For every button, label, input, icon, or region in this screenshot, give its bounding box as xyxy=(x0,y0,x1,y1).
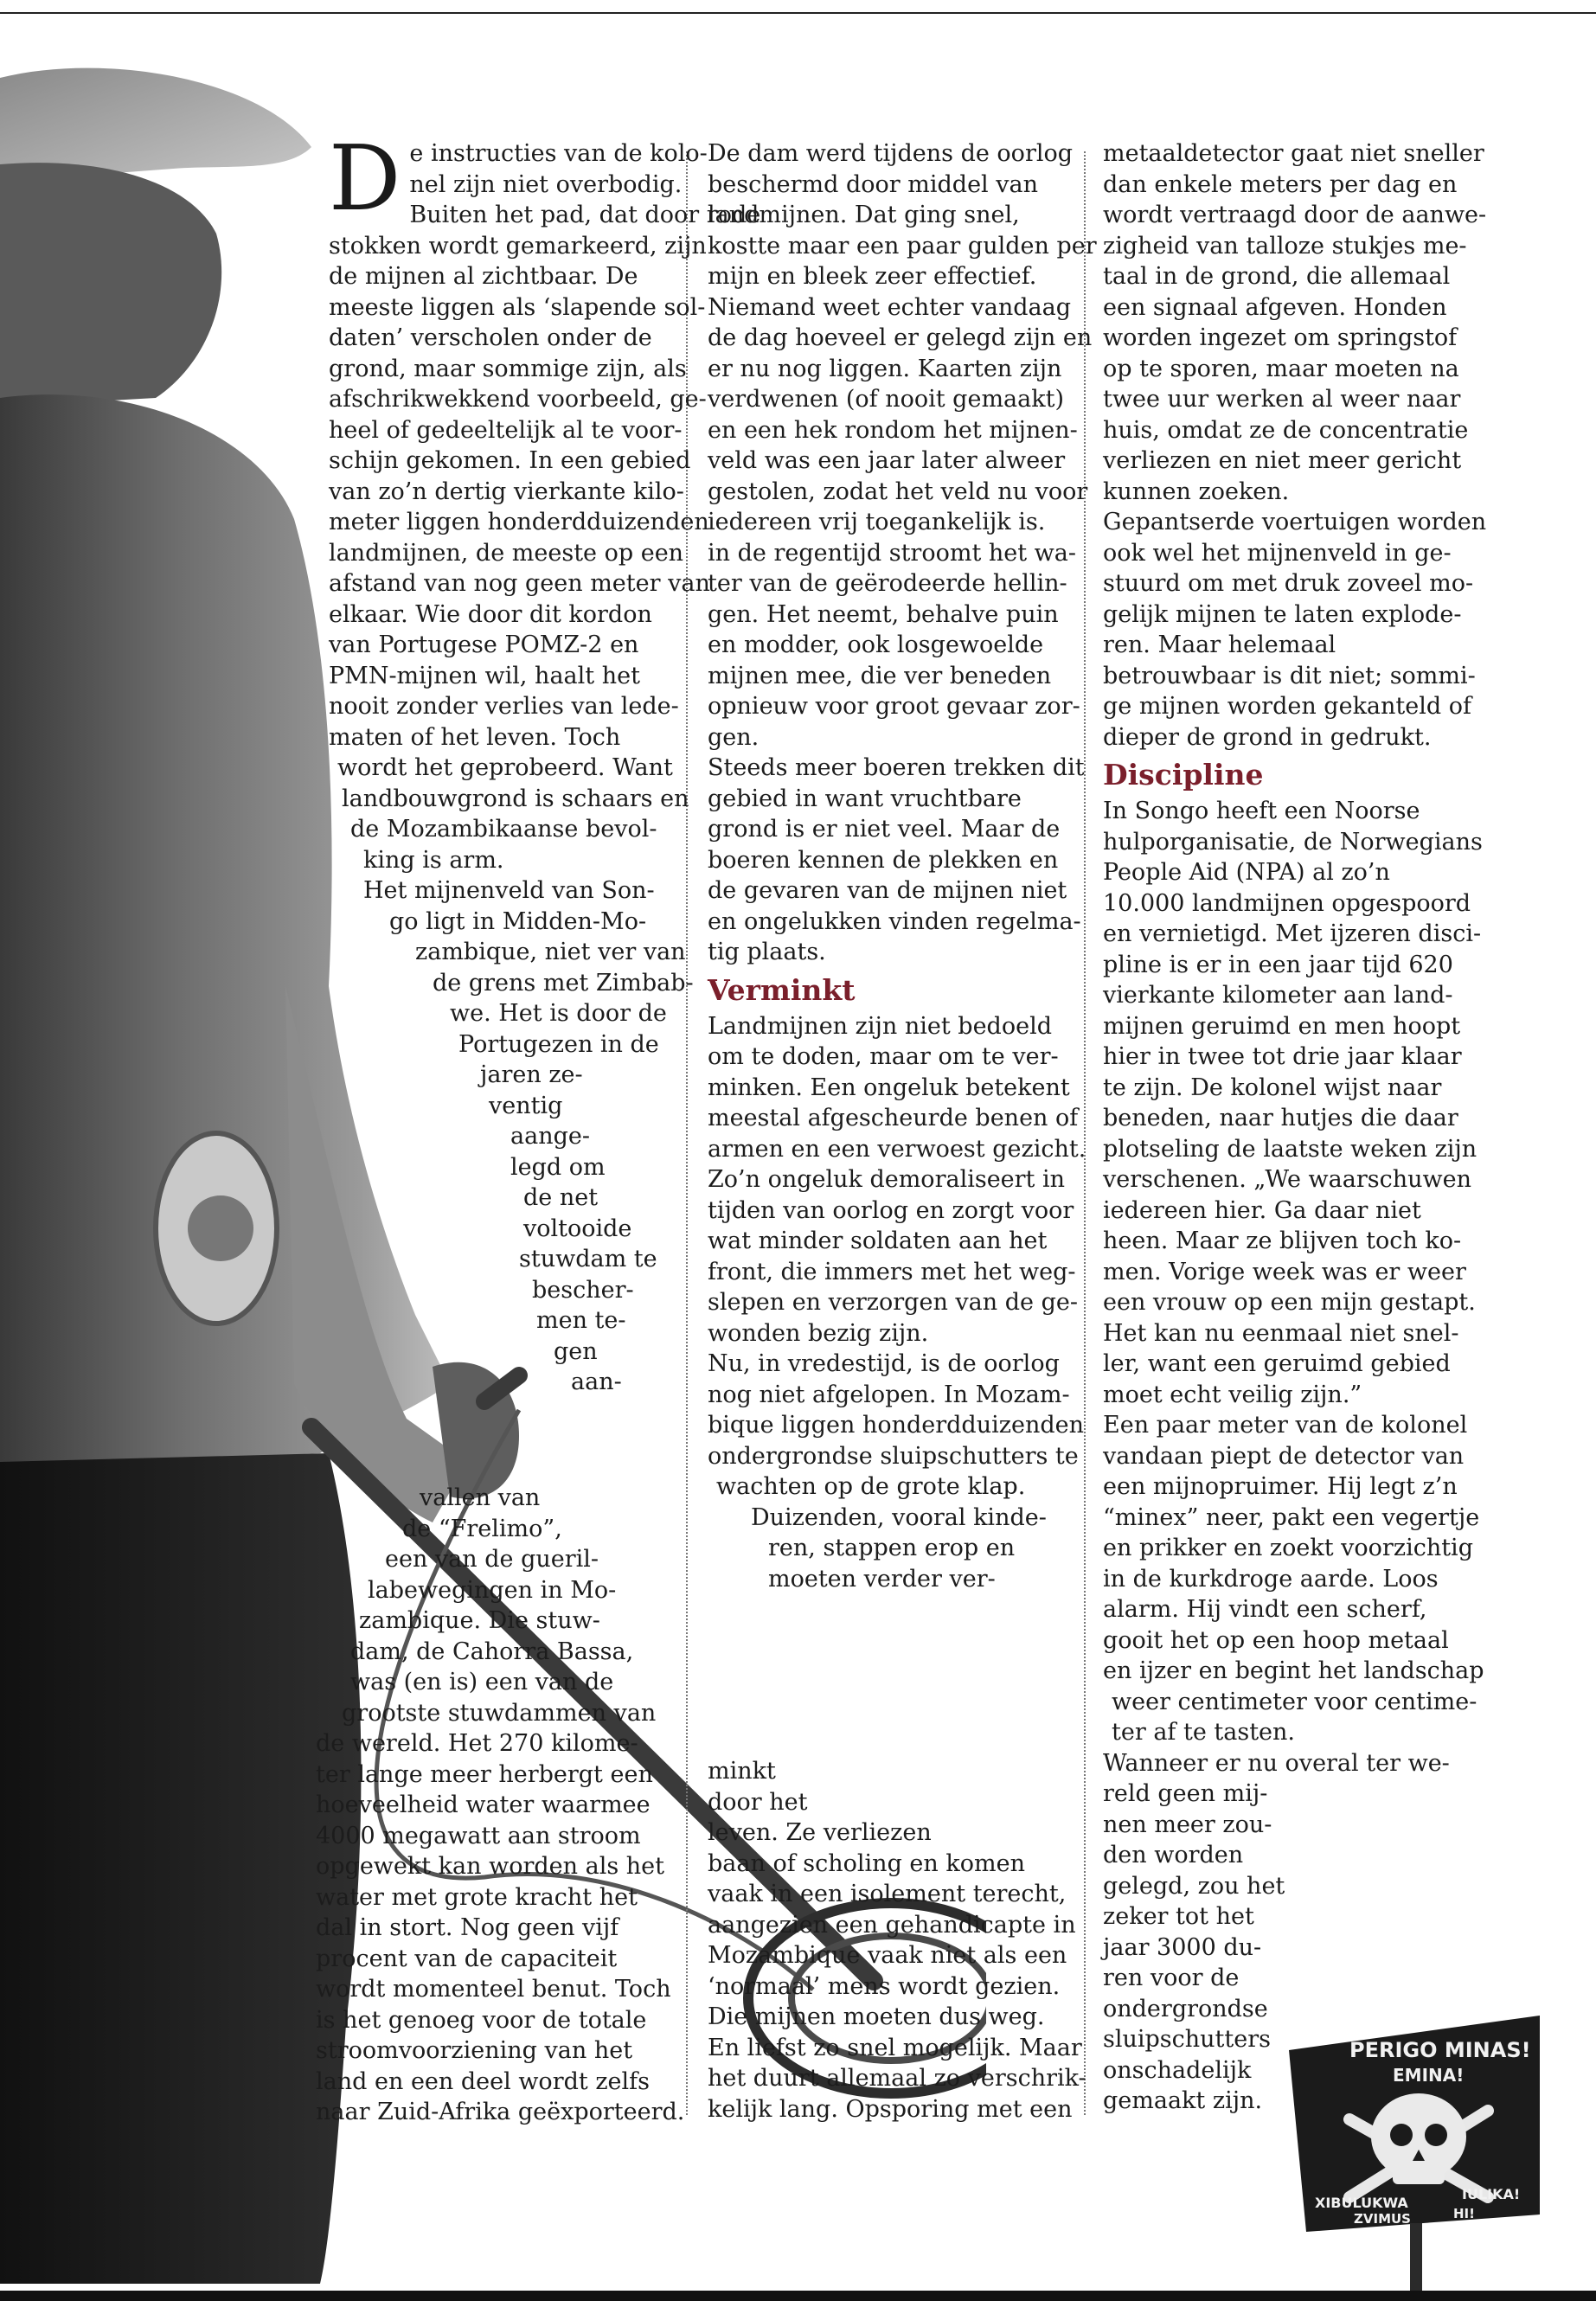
text-line: beneden, naar hutjes die daar xyxy=(1103,1105,1458,1131)
text-line: men te- xyxy=(536,1307,626,1334)
column-3 xyxy=(1103,138,1487,2117)
text-line: tijden van oorlog en zorgt voor xyxy=(708,1196,1074,1224)
text-line: kunnen zoeken. xyxy=(1103,478,1290,505)
text-line: meter liggen honderdduizenden xyxy=(329,509,709,535)
text-line: leven. Ze verliezen xyxy=(708,1819,932,1846)
head-shape xyxy=(0,163,221,407)
text-line: en ongelukken vinden regelma- xyxy=(708,907,1081,935)
text-line: jaar 3000 du- xyxy=(1103,1933,1262,1961)
column-2-lower xyxy=(708,1756,1086,2125)
text-line: stuwdam te xyxy=(519,1246,657,1272)
text-line: voltooide xyxy=(523,1215,632,1242)
text-line: Steeds meer boeren trekken dit xyxy=(708,754,1085,781)
text-line: en vernietigd. Met ijzeren disci- xyxy=(1103,920,1482,947)
text-line: 10.000 landmijnen opgespoord xyxy=(1103,889,1471,917)
text-line: hoeveelheid water waarmee xyxy=(316,1791,651,1818)
text-line: ren. Maar helemaal xyxy=(1103,631,1336,658)
sign-bottom-left-2: ZVIMUS xyxy=(1354,2211,1411,2227)
text-line: stroomvoorziening van het xyxy=(316,2037,633,2064)
text-line: minken. Een ongeluk betekent xyxy=(708,1074,1070,1101)
text-line: was (en is) een van de xyxy=(350,1669,614,1695)
text-line: de “Frelimo”, xyxy=(402,1515,562,1542)
text-line: metaaldetector gaat niet sneller xyxy=(1103,140,1484,167)
sign-line-1: PERIGO MINAS! xyxy=(1349,2038,1531,2062)
text-line: daten’ verscholen onder de xyxy=(329,324,652,351)
text-line: reld geen mij- xyxy=(1103,1780,1268,1807)
text-line: tig plaats. xyxy=(708,939,826,965)
text-line: aangezien een gehandicapte in xyxy=(708,1911,1076,1939)
text-line: de grens met Zimbab- xyxy=(433,969,694,997)
text-line: gelijk mijnen te laten explode- xyxy=(1103,600,1462,628)
text-line: Het kan nu eenmaal niet snel- xyxy=(1103,1319,1459,1347)
column-divider-2 xyxy=(1084,151,1086,2115)
text-line: elkaar. Wie door dit kordon xyxy=(329,600,652,628)
text-line: een mijnopruimer. Hij legt z’n xyxy=(1103,1473,1458,1500)
text-line: Die mijnen moeten dus weg. xyxy=(708,2003,1045,2030)
text-line: land en een deel wordt zelfs xyxy=(316,2067,651,2095)
text-line: water met grote kracht het xyxy=(316,1883,638,1911)
text-line: afstand van nog geen meter van xyxy=(329,570,710,597)
text-line: stokken wordt gemarkeerd, zijn xyxy=(329,232,707,260)
text-line: nel zijn niet overbodig. xyxy=(409,170,683,198)
text-line: landbouwgrond is schaars en xyxy=(342,785,689,812)
text-line: moet echt veilig zijn.” xyxy=(1103,1381,1362,1408)
text-line: een van de gueril- xyxy=(385,1546,599,1573)
text-line: een vrouw op een mijn gestapt. xyxy=(1103,1289,1476,1316)
text-line: de wereld. Het 270 kilome- xyxy=(316,1730,638,1757)
drop-cap: D xyxy=(329,125,401,231)
text-line: in de kurkdroge aarde. Loos xyxy=(1103,1565,1439,1593)
column-3-paragraphs xyxy=(1103,138,1487,753)
text-line: “minex” neer, pakt een vegertje xyxy=(1103,1503,1480,1531)
sign-bottom-left: XIBULUKWA xyxy=(1315,2195,1408,2211)
text-line: king is arm. xyxy=(363,846,504,874)
text-line: 4000 megawatt aan stroom xyxy=(316,1822,641,1849)
text-line: Gepantserde voertuigen worden xyxy=(1103,509,1487,535)
text-line: mijnen geruimd en men hoopt xyxy=(1103,1012,1461,1040)
text-line: grond is er niet veel. Maar de xyxy=(708,816,1061,843)
text-line: gen. Het neemt, behalve puin xyxy=(708,600,1059,628)
text-line: meestal afgescheurde benen of xyxy=(708,1105,1079,1131)
text-line: wordt vertraagd door de aanwe- xyxy=(1103,202,1487,228)
text-line: gebied in want vruchtbare xyxy=(708,785,1022,812)
text-line: Wanneer er nu overal ter we- xyxy=(1103,1749,1450,1777)
text-line: gestolen, zodat het veld nu voor xyxy=(708,478,1088,505)
text-line: aan- xyxy=(571,1368,622,1395)
text-line: opnieuw voor groot gevaar zor- xyxy=(708,693,1080,720)
text-line: beschermd door middel van xyxy=(708,170,1039,198)
text-line: om te doden, maar om te ver- xyxy=(708,1043,1059,1070)
text-line: de mijnen al zichtbaar. De xyxy=(329,263,638,290)
text-line: bique liggen honderdduizenden xyxy=(708,1412,1084,1439)
text-line: de Mozambikaanse bevol- xyxy=(350,816,657,843)
bottom-rule xyxy=(0,2291,1596,2301)
sign-bottom-right: IULIKA! xyxy=(1462,2186,1521,2202)
text-line: en ijzer en begint het landschap xyxy=(1103,1657,1484,1684)
text-line: en modder, ook losgewoelde xyxy=(708,631,1044,658)
text-line: plotseling de laatste weken zijn xyxy=(1103,1135,1477,1163)
text-line: is het genoeg voor de totale xyxy=(316,2006,647,2034)
text-line: van zo’n dertig vierkante kilo- xyxy=(329,478,684,505)
text-line: iedereen vrij toegankelijk is. xyxy=(708,509,1046,535)
text-line: wat minder soldaten aan het xyxy=(708,1227,1048,1254)
text-line: ondergrondse xyxy=(1103,1995,1268,2022)
text-line: pline is er in een jaar tijd 620 xyxy=(1103,951,1453,978)
text-line: nog niet afgelopen. In Mozam- xyxy=(708,1381,1070,1408)
text-line: verliezen en niet meer gericht xyxy=(1103,447,1462,474)
text-line: ook wel het mijnenveld in ge- xyxy=(1103,539,1452,567)
sign-bottom-right-2: HI! xyxy=(1453,2206,1475,2221)
text-line: People Aid (NPA) al zo’n xyxy=(1103,859,1390,886)
text-line: en prikker en zoekt voorzichtig xyxy=(1103,1535,1473,1561)
column-1-upper xyxy=(329,125,761,1398)
text-line: schijn gekomen. In een gebied xyxy=(329,447,691,474)
text-line: ‘normaal’ mens wordt gezien. xyxy=(708,1972,1061,2000)
text-line: maten of het leven. Toch xyxy=(329,723,621,751)
text-line: van Portugese POMZ-2 en xyxy=(329,631,639,658)
column-2-lower-text xyxy=(708,1756,1086,2125)
column-2 xyxy=(708,138,1097,1594)
text-line: gen xyxy=(554,1337,598,1365)
text-line: jaren ze- xyxy=(480,1061,583,1088)
text-line: de gevaren van de mijnen niet xyxy=(708,877,1067,904)
text-line: armen en een verwoest gezicht. xyxy=(708,1135,1086,1163)
text-line: taal in de grond, die allemaal xyxy=(1103,263,1451,290)
pants-shape xyxy=(0,1453,361,2284)
text-line: in de regentijd stroomt het wa- xyxy=(708,539,1077,567)
text-line: ondergrondse sluipschutters te xyxy=(708,1442,1079,1470)
text-line: ren voor de xyxy=(1103,1965,1240,1991)
text-line: zigheid van talloze stukjes me- xyxy=(1103,232,1467,260)
text-line: Landmijnen zijn niet bedoeld xyxy=(708,1012,1052,1040)
text-line: onschadelijk xyxy=(1103,2056,1252,2084)
text-line: de net xyxy=(523,1184,599,1211)
text-line: naar Zuid-Afrika geëxporteerd. xyxy=(316,2099,685,2125)
text-line: zambique, niet ver van xyxy=(415,939,686,965)
text-line: te zijn. De kolonel wijst naar xyxy=(1103,1074,1442,1101)
text-line: ler, want een geruimd gebied xyxy=(1103,1350,1451,1377)
text-line: boeren kennen de plekken en xyxy=(708,846,1059,874)
text-line: stuurd om met druk zoveel mo- xyxy=(1103,570,1474,597)
sign-line-2: EMINA! xyxy=(1393,2065,1465,2086)
text-line: weer centimeter voor centime- xyxy=(1112,1688,1477,1715)
text-line: heel of gedeeltelijk al te voor- xyxy=(329,416,683,444)
text-line: en een hek rondom het mijnen- xyxy=(708,416,1078,444)
text-line: op te sporen, maar moeten na xyxy=(1103,355,1459,382)
text-line: hier in twee tot drie jaar klaar xyxy=(1103,1043,1462,1070)
text-line: wordt momenteel benut. Toch xyxy=(316,1976,671,2003)
text-line: grootste stuwdammen van xyxy=(342,1699,657,1727)
text-line: wordt het geprobeerd. Want xyxy=(337,754,673,781)
text-line: moeten verder ver- xyxy=(768,1565,996,1593)
text-line: procent van de capaciteit xyxy=(316,1945,618,1972)
top-rule xyxy=(0,0,1596,14)
text-line: ventig xyxy=(489,1092,563,1119)
text-line: er nu nog liggen. Kaarten zijn xyxy=(708,355,1062,382)
text-line: In Songo heeft een Noorse xyxy=(1103,798,1420,824)
text-line: go ligt in Midden-Mo- xyxy=(389,907,647,935)
text-line: Een paar meter van de kolonel xyxy=(1103,1412,1468,1439)
text-line: nooit zonder verlies van lede- xyxy=(329,693,679,720)
text-line: door het xyxy=(708,1788,808,1816)
text-line: verdwenen (of nooit gemaakt) xyxy=(708,386,1064,413)
text-line: den worden xyxy=(1103,1842,1244,1868)
text-line: landmijnen, de meeste op een xyxy=(329,539,684,567)
text-line: landmijnen. Dat ging snel, xyxy=(708,202,1020,228)
text-line: ge mijnen worden gekanteld of xyxy=(1103,693,1471,720)
text-line: ter lange meer herbergt een xyxy=(316,1760,653,1788)
text-line: vallen van xyxy=(420,1484,541,1511)
text-line: verschenen. „We waarschuwen xyxy=(1103,1166,1471,1193)
text-line: labewegingen in Mo- xyxy=(368,1576,617,1604)
text-line: gen. xyxy=(708,723,760,751)
text-line: iedereen hier. Ga daar niet xyxy=(1103,1196,1421,1224)
text-line: Nu, in vredestijd, is de oorlog xyxy=(708,1350,1060,1377)
text-line: Mozambique vaak niet als een xyxy=(708,1942,1067,1969)
text-line: vandaan piept de detector van xyxy=(1103,1442,1465,1470)
text-line: En liefst zo snel mogelijk. Maar xyxy=(708,2034,1082,2061)
text-line: legd om xyxy=(510,1153,606,1181)
text-line: ter af te tasten. xyxy=(1112,1719,1296,1746)
text-line: hulporganisatie, de Norwegians xyxy=(1103,828,1483,856)
text-line: ter van de geërodeerde hellin- xyxy=(708,570,1067,597)
text-line: betrouwbaar is dit niet; sommi- xyxy=(1103,662,1476,689)
text-line: dal in stort. Nog geen vijf xyxy=(316,1914,619,1941)
text-line: grond, maar sommige zijn, als xyxy=(329,355,687,382)
text-line: vaak in een isolement terecht, xyxy=(708,1881,1067,1907)
text-line: Het mijnenveld van Son- xyxy=(363,877,655,904)
text-line: heen. Maar ze blijven toch ko- xyxy=(1103,1227,1462,1254)
text-line: baan of scholing en komen xyxy=(708,1849,1025,1877)
text-line: mijnen mee, die ver beneden xyxy=(708,662,1052,689)
text-line: men. Vorige week was er weer xyxy=(1103,1258,1466,1285)
text-line: alarm. Hij vindt een scherf, xyxy=(1103,1596,1427,1623)
text-line: Portugezen in de xyxy=(458,1030,659,1058)
text-line: e instructies van de kolo- xyxy=(409,140,708,167)
text-line: worden ingezet om springstof xyxy=(1103,324,1458,351)
text-line: ren, stappen erop en xyxy=(768,1535,1016,1561)
text-line: dam, de Cahorra Bassa, xyxy=(350,1638,634,1665)
text-line: nen meer zou- xyxy=(1103,1811,1272,1838)
text-line: aange- xyxy=(510,1123,590,1150)
text-line: kostte maar een paar gulden per xyxy=(708,232,1097,260)
text-line: bescher- xyxy=(532,1276,634,1304)
text-line: gemaakt zijn. xyxy=(1103,2087,1263,2114)
column-1-text-lower xyxy=(316,1483,688,2128)
text-line: gooit het op een hoop metaal xyxy=(1103,1626,1449,1654)
text-line: mijn en bleek zeer effectief. xyxy=(708,263,1037,290)
text-line: PMN-mijnen wil, haalt het xyxy=(329,662,640,689)
heading-discipline: Discipline xyxy=(1103,758,1264,792)
text-line: dieper de grond in gedrukt. xyxy=(1103,723,1432,751)
text-line: Zo’n ongeluk demoraliseert in xyxy=(708,1166,1066,1193)
text-line: opgewekt kan worden als het xyxy=(316,1853,665,1880)
text-line: meeste liggen als ‘slapende sol- xyxy=(329,293,706,321)
text-line: De dam werd tijdens de oorlog xyxy=(708,140,1074,167)
text-line: wachten op de grote klap. xyxy=(716,1473,1026,1500)
text-line: zeker tot het xyxy=(1103,1903,1254,1930)
column-2-verminkt-text xyxy=(708,1011,1086,1595)
text-line: huis, omdat ze de concentratie xyxy=(1103,416,1469,444)
perigo-minas-sign xyxy=(1280,2016,1548,2301)
text-line: wonden bezig zijn. xyxy=(708,1319,929,1347)
text-line: front, die immers met het weg- xyxy=(708,1258,1076,1285)
column-1-text xyxy=(329,125,761,1398)
text-line: Duizenden, vooral kinde- xyxy=(751,1503,1047,1531)
text-line: Buiten het pad, dat door rode xyxy=(409,202,761,228)
text-line: een signaal afgeven. Honden xyxy=(1103,293,1447,321)
text-line: afschrikwekkend voorbeeld, ge- xyxy=(329,386,707,413)
text-line: twee uur werken al weer naar xyxy=(1103,386,1461,413)
text-line: minkt xyxy=(708,1758,776,1785)
text-line: de dag hoeveel er gelegd zijn en xyxy=(708,324,1093,351)
text-line: veld was een jaar later alweer xyxy=(708,447,1066,474)
text-line: zambique. Die stuw- xyxy=(359,1607,600,1634)
column-2-paragraphs xyxy=(708,138,1097,968)
text-line: dan enkele meters per dag en xyxy=(1103,170,1458,198)
column-1-lower xyxy=(316,1483,688,2128)
text-line: het duurt allemaal zo verschrik- xyxy=(708,2065,1086,2092)
text-line: sluipschutters xyxy=(1103,2026,1271,2053)
text-line: gelegd, zou het xyxy=(1103,1872,1285,1900)
heading-verminkt: Verminkt xyxy=(708,972,856,1007)
text-line: kelijk lang. Opsporing met een xyxy=(708,2095,1073,2123)
text-line: slepen en verzorgen van de ge- xyxy=(708,1289,1078,1316)
text-line: vierkante kilometer aan land- xyxy=(1103,982,1453,1009)
column-3-discipline-text xyxy=(1103,796,1484,2117)
text-line: we. Het is door de xyxy=(450,1000,667,1027)
text-line: Niemand weet echter vandaag xyxy=(708,293,1072,321)
